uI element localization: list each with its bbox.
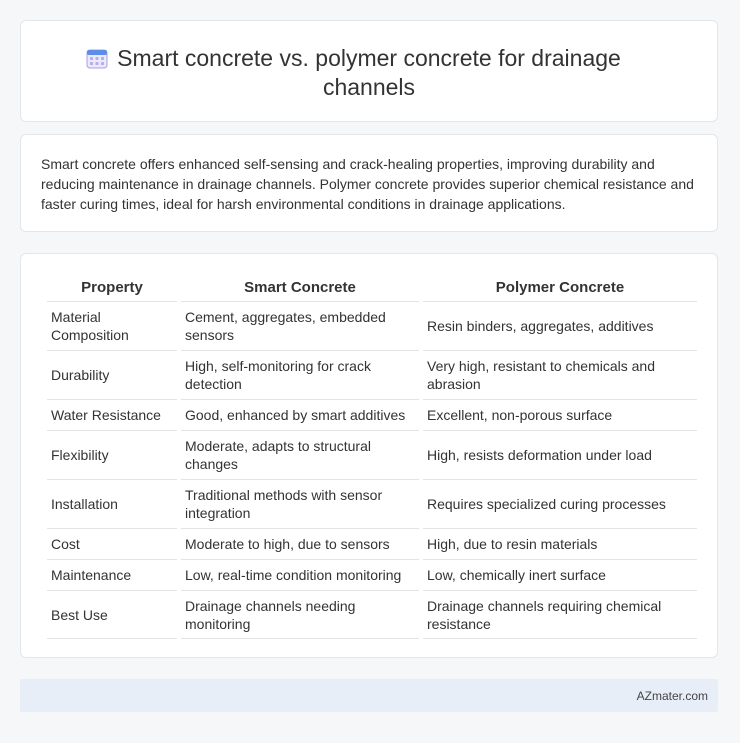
column-header-smart-concrete: Smart Concrete xyxy=(244,279,356,296)
summary-card xyxy=(20,134,718,232)
comparison-table xyxy=(43,274,701,639)
property-cell: Cost xyxy=(47,528,177,559)
polymer-concrete-cell: Excellent, non-porous surface xyxy=(423,399,697,430)
smart-concrete-cell: Low, real-time condition monitoring xyxy=(181,559,419,590)
property-cell: Best Use xyxy=(47,590,177,639)
table-row xyxy=(47,301,697,350)
property-cell: Water Resistance xyxy=(47,399,177,430)
property-cell: Flexibility xyxy=(47,430,177,479)
footer-bar xyxy=(20,679,718,712)
smart-concrete-cell: Moderate to high, due to sensors xyxy=(181,528,419,559)
property-cell: Durability xyxy=(47,350,177,399)
smart-concrete-cell: Drainage channels needing monitoring xyxy=(181,590,419,639)
comparison-card xyxy=(20,253,718,658)
polymer-concrete-cell: Requires specialized curing processes xyxy=(423,479,697,528)
table-row xyxy=(47,528,697,559)
polymer-concrete-cell: Drainage channels requiring chemical resistance xyxy=(423,590,697,639)
table-row xyxy=(47,350,697,399)
footer-brand[interactable]: AZmater.com xyxy=(636,689,708,703)
table-row xyxy=(47,430,697,479)
smart-concrete-cell: High, self-monitoring for crack detection xyxy=(181,350,419,399)
title-card xyxy=(20,20,718,122)
table-row xyxy=(47,479,697,528)
property-cell: Installation xyxy=(47,479,177,528)
polymer-concrete-cell: Low, chemically inert surface xyxy=(423,559,697,590)
column-header-polymer-concrete: Polymer Concrete xyxy=(495,279,625,296)
polymer-concrete-cell: High, resists deformation under load xyxy=(423,430,697,479)
table-header-row xyxy=(47,274,697,301)
summary-text: Smart concrete offers enhanced self-sensing and crack-healing properties, improving durability and reducing maintenance in drainage channels. Polymer concrete provides superior chemical resistance and faster curing times, ideal for harsh environmental conditions in drainage applications. xyxy=(41,156,694,212)
polymer-concrete-cell: Very high, resistant to chemicals and abrasion xyxy=(423,350,697,399)
table-row xyxy=(47,559,697,590)
polymer-concrete-cell: Resin binders, aggregates, additives xyxy=(423,301,697,350)
smart-concrete-cell: Moderate, adapts to structural changes xyxy=(181,430,419,479)
smart-concrete-cell: Good, enhanced by smart additives xyxy=(181,399,419,430)
page-title: Smart concrete vs. polymer concrete for drainage channels xyxy=(117,45,621,100)
property-cell: Material Composition xyxy=(47,301,177,350)
column-header-property: Property xyxy=(81,279,143,296)
smart-concrete-cell: Traditional methods with sensor integration xyxy=(181,479,419,528)
property-cell: Maintenance xyxy=(47,559,177,590)
table-row xyxy=(47,590,697,639)
table-row xyxy=(47,399,697,430)
polymer-concrete-cell: High, due to resin materials xyxy=(423,528,697,559)
smart-concrete-cell: Cement, aggregates, embedded sensors xyxy=(181,301,419,350)
